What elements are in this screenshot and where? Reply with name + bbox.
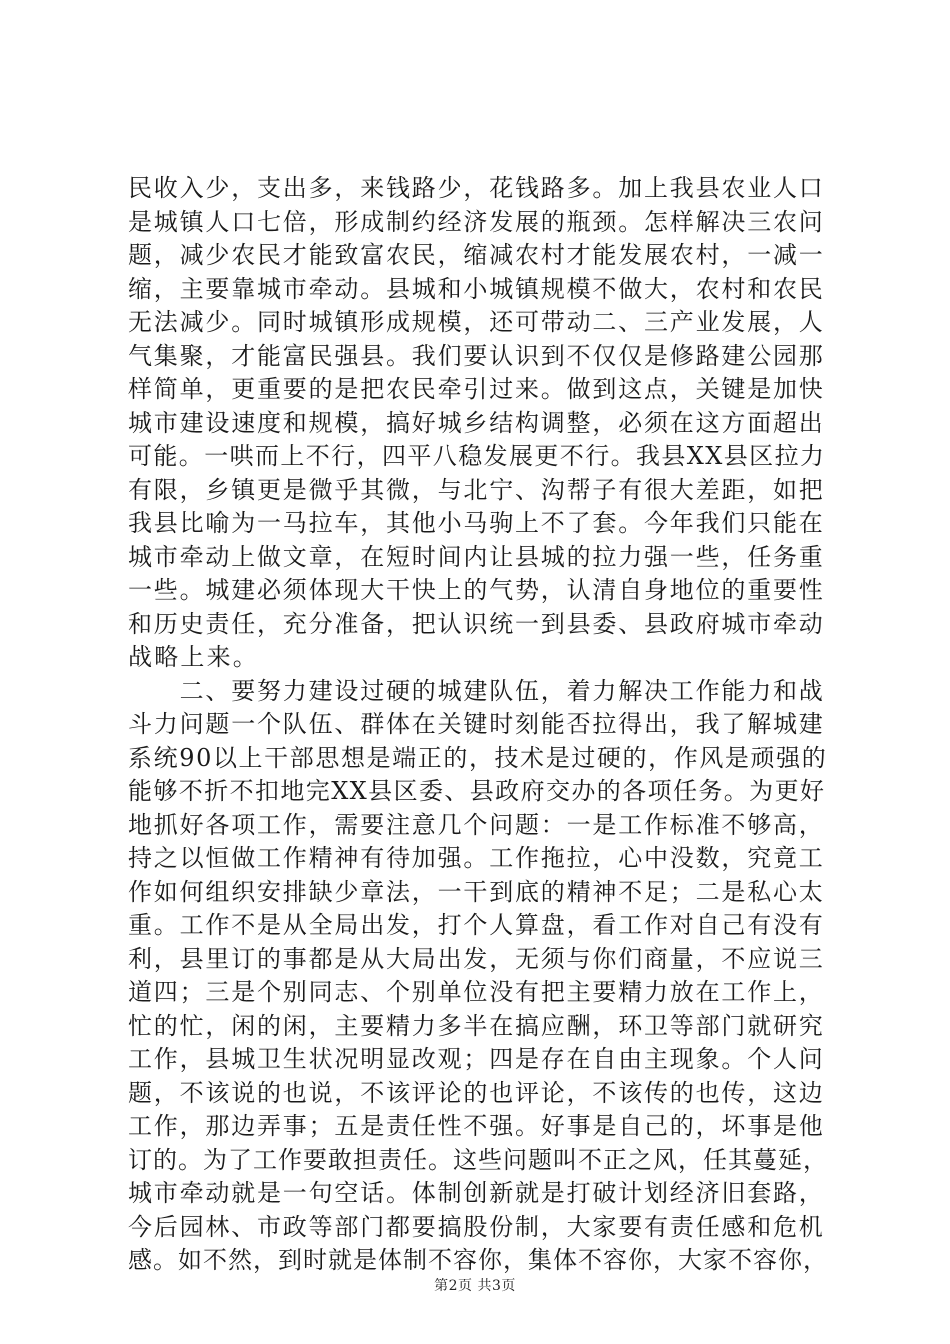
text-line: 工作，县城卫生状况明显改观；四是存在自由主现象。个人问	[128, 1045, 825, 1073]
text-line: 系统90以上干部思想是端正的，技术是过硬的，作风是顽强的	[128, 743, 828, 772]
text-line: 感。如不然，到时就是体制不容你，集体不容你，大家不容你，	[128, 1246, 828, 1274]
text-line: 斗力问题一个队伍、群体在关键时刻能否拉得出，我了解城建	[128, 710, 825, 738]
text-line: 气集聚，才能富民强县。我们要认识到不仅仅是修路建公园那	[128, 341, 825, 370]
text-line: 有限，乡镇更是微乎其微，与北宁、沟帮子有很大差距，如把	[128, 475, 825, 504]
text-line: 缩，主要靠城市牵动。县城和小城镇规模不做大，农村和农民	[128, 274, 825, 303]
text-line: 题，减少农民才能致富农民，缩减农村才能发展农村，一减一	[128, 241, 825, 269]
text-line: 持之以恒做工作精神有待加强。工作拖拉，心中没数，究竟工	[128, 844, 825, 872]
text-line: 地抓好各项工作，需要注意几个问题：一是工作标准不够高，	[128, 810, 825, 839]
text-line: 我县比喻为一马拉车，其他小马驹上不了套。今年我们只能在	[128, 509, 825, 537]
page-footer: 第2页 共3页	[434, 1278, 516, 1294]
text-line: 城市牵动就是一句空话。体制创新就是打破计划经济旧套路，	[128, 1179, 825, 1207]
text-line: 可能。一哄而上不行，四平八稳发展更不行。我县XX县区拉力	[128, 442, 826, 470]
text-line: 是城镇人口七倍，形成制约经济发展的瓶颈。怎样解决三农问	[128, 207, 825, 236]
text-line: 重。工作不是从全局出发，打个人算盘，看工作对自己有没有	[128, 911, 825, 939]
text-line: 道四；三是个别同志、个别单位没有把主要精力放在工作上，	[128, 978, 825, 1006]
text-line: 样简单，更重要的是把农民牵引过来。做到这点，关键是加快	[128, 375, 825, 403]
text-line: 忙的忙，闲的闲，主要精力多半在搞应酬，环卫等部门就研究	[128, 1011, 825, 1040]
text-line: 作如何组织安排缺少章法，一干到底的精神不足；二是私心太	[128, 877, 825, 906]
text-line: 一些。城建必须体现大干快上的气势，认清自身地位的重要性	[128, 576, 825, 604]
text-line: 民收入少，支出多，来钱路少，花钱路多。加上我县农业人口	[128, 174, 825, 202]
text-line: 和历史责任，充分准备，把认识统一到县委、县政府城市牵动	[128, 609, 825, 638]
text-line: 工作，那边弄事；五是责任性不强。好事是自己的，坏事是他	[128, 1112, 825, 1140]
text-line: 城市建设速度和规模，搞好城乡结构调整，必须在这方面超出	[128, 408, 825, 437]
text-line: 今后园林、市政等部门都要搞股份制，大家要有责任感和危机	[128, 1212, 825, 1241]
text-line: 利，县里订的事都是从大局出发，无须与你们商量，不应说三	[128, 944, 825, 973]
text-line: 能够不折不扣地完XX县区委、县政府交办的各项任务。为更好	[128, 777, 826, 805]
text-line: 订的。为了工作要敢担责任。这些问题叫不正之风，任其蔓延，	[128, 1145, 828, 1174]
body-text	[128, 172, 828, 1278]
text-line: 二、要努力建设过硬的城建队伍，着力解决工作能力和战	[128, 676, 825, 705]
text-line: 题，不该说的也说，不该评论的也评论，不该传的也传，这边	[128, 1078, 825, 1107]
text-line: 无法减少。同时城镇形成规模，还可带动二、三产业发展，人	[128, 308, 825, 336]
text-line: 战略上来。	[128, 643, 259, 671]
text-line: 城市牵动上做文章，在短时间内让县城的拉力强一些，任务重	[128, 542, 825, 571]
